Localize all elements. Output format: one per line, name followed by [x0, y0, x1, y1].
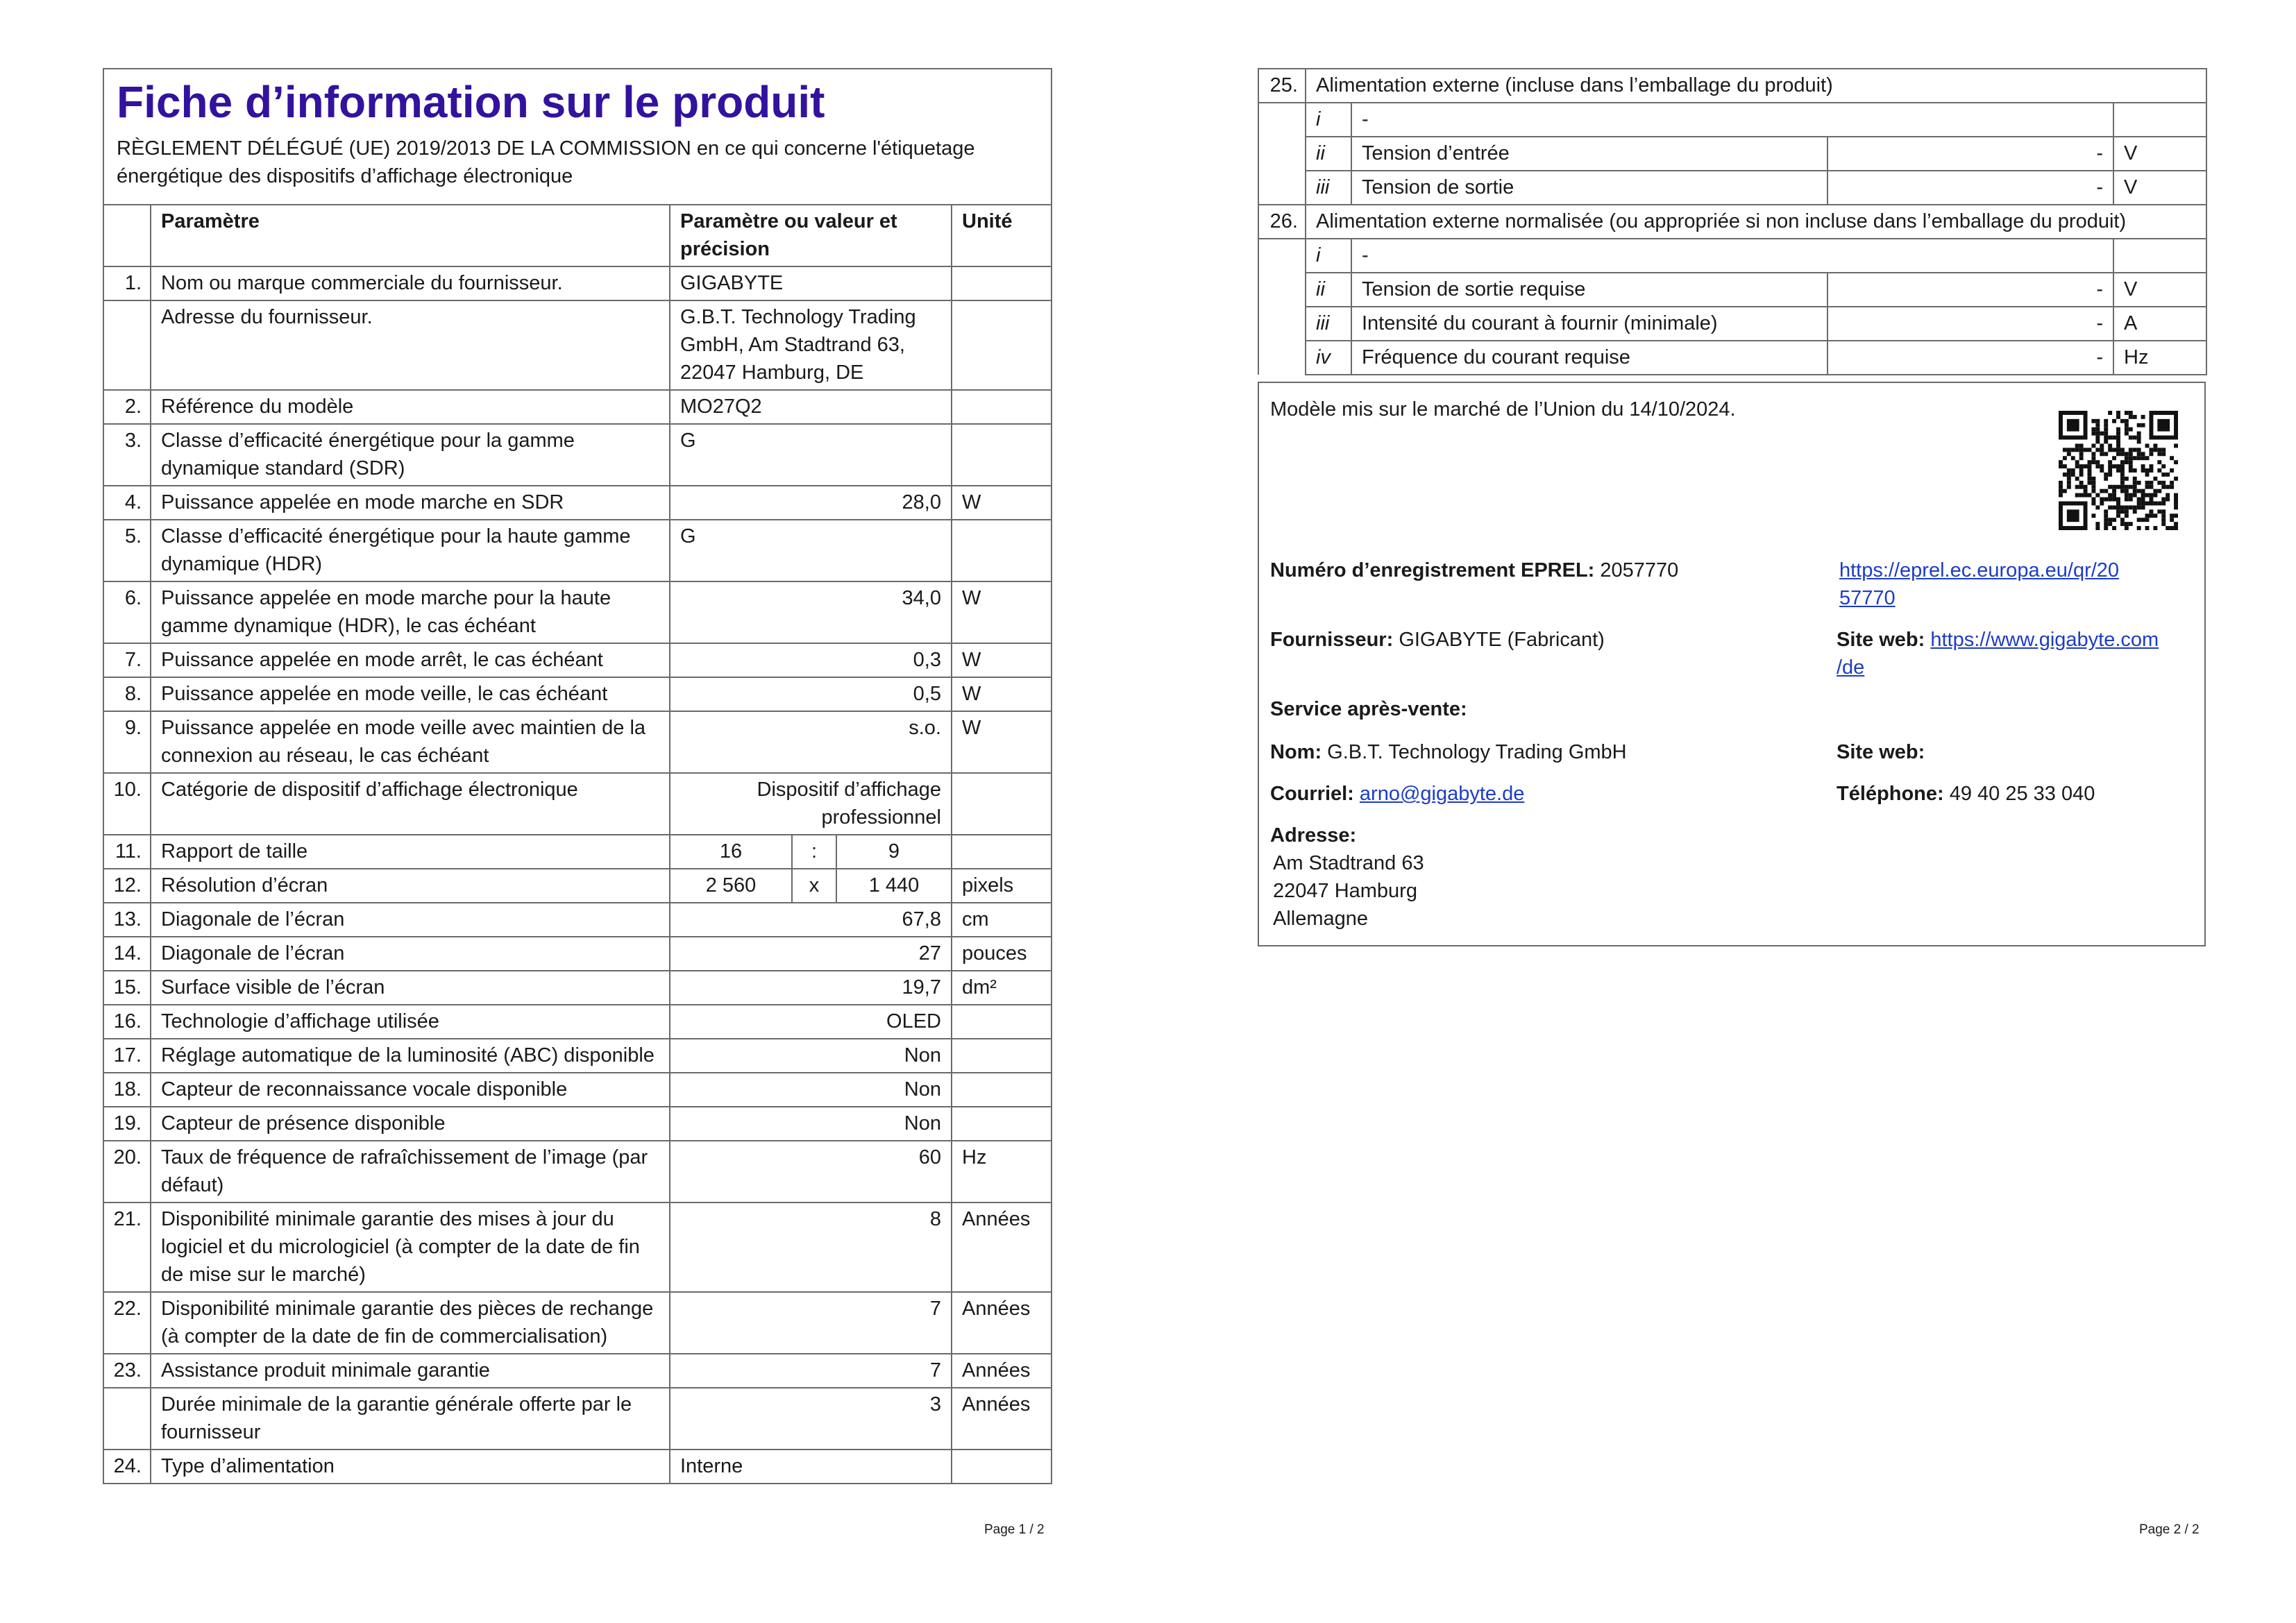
table-row	[103, 390, 1052, 424]
row-unit: Hz	[952, 1141, 1052, 1203]
table-row	[103, 486, 1052, 520]
section-title: Alimentation externe normalisée (ou appropriée si non incluse dans l’emballage du produit)	[1306, 205, 2206, 239]
row-number: 9.	[103, 711, 151, 773]
roman-numeral: ii	[1306, 137, 1351, 171]
row-parameter: Classe d’efficacité énergétique pour la gamme dynamique standard (SDR)	[151, 424, 670, 486]
row-value: 8	[670, 1203, 952, 1292]
eprel-label: Numéro d’enregistrement EPREL:	[1270, 559, 1595, 581]
indent-cell	[1258, 239, 1306, 273]
row-value: 67,8	[670, 903, 952, 937]
row-value: OLED	[670, 1005, 952, 1039]
row-unit: W	[952, 711, 1052, 773]
row-parameter: Adresse du fournisseur.	[151, 300, 670, 390]
table-row	[103, 1354, 1052, 1388]
row-value-2: 9	[836, 835, 952, 869]
sub-row	[1258, 171, 2206, 205]
row-value: MO27Q2	[670, 390, 952, 424]
phone-row	[1837, 780, 2095, 808]
row-number: 17.	[103, 1039, 151, 1073]
page-title: Fiche d’information sur le produit	[117, 77, 825, 127]
address-line: Allemagne	[1273, 908, 1369, 930]
row-number: 20.	[103, 1141, 151, 1203]
supplier-label: Fournisseur:	[1270, 629, 1394, 651]
sub-label: Intensité du courant à fournir (minimale)	[1351, 307, 1827, 341]
row-unit: W	[952, 677, 1052, 711]
sub-row	[1258, 307, 2206, 341]
indent-cell	[1258, 307, 1306, 341]
header-parameter: Paramètre	[151, 205, 670, 266]
row-number: 5.	[103, 520, 151, 581]
row-value: 7	[670, 1354, 952, 1388]
roman-numeral: ii	[1306, 273, 1351, 307]
email-row	[1270, 780, 1524, 808]
address-label: Adresse:	[1270, 824, 1357, 847]
table-row	[103, 773, 1052, 835]
indent-cell	[1258, 273, 1306, 307]
row-parameter: Disponibilité minimale garantie des mises à jour du logiciel et du micrologiciel (à compter de la date de fin de mise sur le marché)	[151, 1203, 670, 1292]
header-value: Paramètre ou valeur et précision	[670, 205, 952, 266]
sub-label: Tension de sortie	[1351, 171, 1827, 205]
phone-value: 49 40 25 33 040	[1949, 783, 2095, 805]
phone-label: Téléphone:	[1837, 783, 1944, 805]
row-number: 6.	[103, 581, 151, 643]
table-row	[103, 1005, 1052, 1039]
row-unit	[952, 835, 1052, 869]
row-value: 0,3	[670, 643, 952, 677]
table-row	[103, 643, 1052, 677]
row-unit: pixels	[952, 869, 1052, 903]
row-value-separator: x	[792, 869, 836, 903]
row-unit	[952, 266, 1052, 300]
row-parameter: Capteur de présence disponible	[151, 1107, 670, 1141]
table-row	[103, 1073, 1052, 1107]
row-parameter: Puissance appelée en mode arrêt, le cas échéant	[151, 643, 670, 677]
table-row	[103, 711, 1052, 773]
row-value: G	[670, 424, 952, 486]
row-unit	[952, 424, 1052, 486]
table-row	[103, 1292, 1052, 1354]
roman-numeral: iv	[1306, 341, 1351, 375]
section-number: 26.	[1258, 205, 1306, 239]
table-row	[103, 520, 1052, 581]
website-link[interactable]: https://www.gigabyte.com /de	[1837, 629, 2159, 679]
address-line: 22047 Hamburg	[1273, 880, 1417, 902]
table-row	[103, 1141, 1052, 1203]
table-row	[103, 1388, 1052, 1450]
row-number: 8.	[103, 677, 151, 711]
info-box	[1258, 382, 2206, 946]
row-parameter: Classe d’efficacité énergétique pour la haute gamme dynamique (HDR)	[151, 520, 670, 581]
row-unit	[952, 1073, 1052, 1107]
product-info-table	[103, 68, 1052, 1484]
sub-label: -	[1351, 239, 2113, 273]
indent-cell	[1258, 341, 1306, 375]
row-number: 14.	[103, 937, 151, 971]
row-number: 13.	[103, 903, 151, 937]
row-parameter: Disponibilité minimale garantie des pièces de rechange (à compter de la date de fin de commercialisation)	[151, 1292, 670, 1354]
regulation-subtitle: RÈGLEMENT DÉLÉGUÉ (UE) 2019/2013 DE LA COMMISSION en ce qui concerne l'étiquetage énergétique des dispositifs d’affichage électronique	[117, 137, 975, 187]
supplier-value: GIGABYTE (Fabricant)	[1399, 629, 1605, 651]
sub-unit: V	[2113, 171, 2206, 205]
row-unit	[952, 520, 1052, 581]
eprel-link[interactable]: https://eprel.ec.europa.eu/qr/20 57770	[1839, 559, 2120, 609]
sub-row	[1258, 239, 2206, 273]
row-value: Dispositif d’affichage professionnel	[670, 773, 952, 835]
row-number: 16.	[103, 1005, 151, 1039]
row-parameter: Puissance appelée en mode marche en SDR	[151, 486, 670, 520]
row-number: 12.	[103, 869, 151, 903]
table-row	[103, 300, 1052, 390]
row-number: 2.	[103, 390, 151, 424]
row-value: 27	[670, 937, 952, 971]
section-number: 25.	[1258, 69, 1306, 103]
sub-row	[1258, 103, 2206, 137]
row-value: GIGABYTE	[670, 266, 952, 300]
row-number: 4.	[103, 486, 151, 520]
row-value: Non	[670, 1107, 952, 1141]
row-unit	[952, 300, 1052, 390]
table-row	[103, 1039, 1052, 1073]
table-row	[103, 266, 1052, 300]
supplier-row	[1270, 626, 1605, 654]
table-row	[103, 1203, 1052, 1292]
row-value-1: 2 560	[670, 869, 792, 903]
sub-value: -	[1827, 137, 2113, 171]
market-date-text: Modèle mis sur le marché de l’Union du 14/10/2024.	[1270, 398, 1736, 420]
row-parameter: Catégorie de dispositif d’affichage électronique	[151, 773, 670, 835]
row-parameter: Nom ou marque commerciale du fournisseur.	[151, 266, 670, 300]
row-number: 7.	[103, 643, 151, 677]
row-parameter: Puissance appelée en mode veille avec maintien de la connexion au réseau, le cas échéant	[151, 711, 670, 773]
row-parameter: Durée minimale de la garantie générale offerte par le fournisseur	[151, 1388, 670, 1450]
row-number: 1.	[103, 266, 151, 300]
row-value: s.o.	[670, 711, 952, 773]
row-unit: cm	[952, 903, 1052, 937]
table-row	[103, 869, 1052, 903]
roman-numeral: i	[1306, 239, 1351, 273]
sub-label: Tension de sortie requise	[1351, 273, 1827, 307]
row-number: 22.	[103, 1292, 151, 1354]
row-number: 11.	[103, 835, 151, 869]
row-parameter: Surface visible de l’écran	[151, 971, 670, 1005]
sub-unit: Hz	[2113, 341, 2206, 375]
sub-row	[1258, 273, 2206, 307]
sub-unit: A	[2113, 307, 2206, 341]
table-row	[103, 937, 1052, 971]
table-row	[103, 581, 1052, 643]
table-row	[103, 971, 1052, 1005]
website-label: Site web:	[1837, 629, 1925, 651]
table-row	[103, 1107, 1052, 1141]
eprel-row	[1270, 556, 1678, 584]
sub-value: -	[1827, 273, 2113, 307]
row-number	[103, 300, 151, 390]
website-block	[1837, 626, 2204, 681]
row-parameter: Référence du modèle	[151, 390, 670, 424]
row-parameter: Diagonale de l’écran	[151, 903, 670, 937]
row-value: Non	[670, 1039, 952, 1073]
row-number	[103, 1388, 151, 1450]
indent-cell	[1258, 103, 1306, 137]
service-label: Service après-vente:	[1270, 698, 1467, 720]
section-header-row	[1258, 205, 2206, 239]
row-parameter: Puissance appelée en mode marche pour la haute gamme dynamique (HDR), le cas échéant	[151, 581, 670, 643]
row-unit: W	[952, 486, 1052, 520]
row-value: 34,0	[670, 581, 952, 643]
sub-value: -	[1827, 171, 2113, 205]
table-row	[103, 903, 1052, 937]
qr-code-icon	[2059, 411, 2178, 530]
row-unit: W	[952, 643, 1052, 677]
indent-cell	[1258, 171, 1306, 205]
row-unit: Années	[952, 1292, 1052, 1354]
table-row	[103, 1450, 1052, 1484]
row-parameter: Rapport de taille	[151, 835, 670, 869]
row-value-separator: :	[792, 835, 836, 869]
table-row	[103, 835, 1052, 869]
row-number: 10.	[103, 773, 151, 835]
sub-unit: V	[2113, 273, 2206, 307]
roman-numeral: i	[1306, 103, 1351, 137]
service-name-value: G.B.T. Technology Trading GmbH	[1327, 741, 1627, 763]
service-name-row	[1270, 738, 1627, 766]
header-num	[103, 205, 151, 266]
table-row	[103, 677, 1052, 711]
sub-row	[1258, 341, 2206, 375]
sub-unit	[2113, 103, 2206, 137]
sub-value: -	[1827, 341, 2113, 375]
email-link[interactable]: arno@gigabyte.de	[1359, 783, 1525, 805]
power-supply-table	[1258, 68, 2207, 375]
section-header-row	[1258, 69, 2206, 103]
eprel-link-block[interactable]	[1839, 556, 2200, 612]
row-value: G	[670, 520, 952, 581]
row-parameter: Type d’alimentation	[151, 1450, 670, 1484]
row-number: 3.	[103, 424, 151, 486]
roman-numeral: iii	[1306, 171, 1351, 205]
header-unit: Unité	[952, 205, 1052, 266]
row-number: 15.	[103, 971, 151, 1005]
row-value: Non	[670, 1073, 952, 1107]
row-unit: Années	[952, 1388, 1052, 1450]
row-value: Interne	[670, 1450, 952, 1484]
row-unit	[952, 390, 1052, 424]
row-parameter: Résolution d’écran	[151, 869, 670, 903]
row-parameter: Puissance appelée en mode veille, le cas échéant	[151, 677, 670, 711]
page-number: Page 1 / 2	[984, 1522, 1045, 1537]
service-website-label: Site web:	[1837, 741, 1925, 763]
service-name-label: Nom:	[1270, 741, 1322, 763]
row-unit	[952, 1005, 1052, 1039]
eprel-number: 2057770	[1600, 559, 1679, 581]
row-unit: dm²	[952, 971, 1052, 1005]
row-value-2: 1 440	[836, 869, 952, 903]
row-number: 18.	[103, 1073, 151, 1107]
row-value: 7	[670, 1292, 952, 1354]
row-value-1: 16	[670, 835, 792, 869]
sub-label: Fréquence du courant requise	[1351, 341, 1827, 375]
row-parameter: Assistance produit minimale garantie	[151, 1354, 670, 1388]
row-value: 0,5	[670, 677, 952, 711]
row-unit	[952, 1107, 1052, 1141]
row-value: 60	[670, 1141, 952, 1203]
row-parameter: Taux de fréquence de rafraîchissement de l’image (par défaut)	[151, 1141, 670, 1203]
sub-unit: V	[2113, 137, 2206, 171]
roman-numeral: iii	[1306, 307, 1351, 341]
row-value: 28,0	[670, 486, 952, 520]
row-unit: Années	[952, 1203, 1052, 1292]
row-unit: Années	[952, 1354, 1052, 1388]
indent-cell	[1258, 137, 1306, 171]
page-2	[1258, 68, 2206, 1537]
row-parameter: Réglage automatique de la luminosité (ABC) disponible	[151, 1039, 670, 1073]
row-parameter: Technologie d’affichage utilisée	[151, 1005, 670, 1039]
row-number: 23.	[103, 1354, 151, 1388]
row-value: G.B.T. Technology Trading GmbH, Am Stadtrand 63, 22047 Hamburg, DE	[670, 300, 952, 390]
row-unit	[952, 1450, 1052, 1484]
row-unit: pouces	[952, 937, 1052, 971]
address-line: Am Stadtrand 63	[1273, 852, 1424, 874]
row-parameter: Diagonale de l’écran	[151, 937, 670, 971]
sub-unit	[2113, 239, 2206, 273]
sub-label: -	[1351, 103, 2113, 137]
sub-row	[1258, 137, 2206, 171]
row-unit	[952, 773, 1052, 835]
row-number: 24.	[103, 1450, 151, 1484]
page-number: Page 2 / 2	[2139, 1522, 2200, 1537]
page-1	[103, 68, 1051, 1537]
row-number: 19.	[103, 1107, 151, 1141]
sub-label: Tension d’entrée	[1351, 137, 1827, 171]
title-cell	[103, 69, 1052, 205]
row-value: 3	[670, 1388, 952, 1450]
email-label: Courriel:	[1270, 783, 1354, 805]
sub-value: -	[1827, 307, 2113, 341]
row-parameter: Capteur de reconnaissance vocale disponible	[151, 1073, 670, 1107]
address-block	[1273, 849, 1424, 933]
row-unit: W	[952, 581, 1052, 643]
table-row	[103, 424, 1052, 486]
row-unit	[952, 1039, 1052, 1073]
row-value: 19,7	[670, 971, 952, 1005]
row-number: 21.	[103, 1203, 151, 1292]
section-title: Alimentation externe (incluse dans l’emballage du produit)	[1306, 69, 2206, 103]
